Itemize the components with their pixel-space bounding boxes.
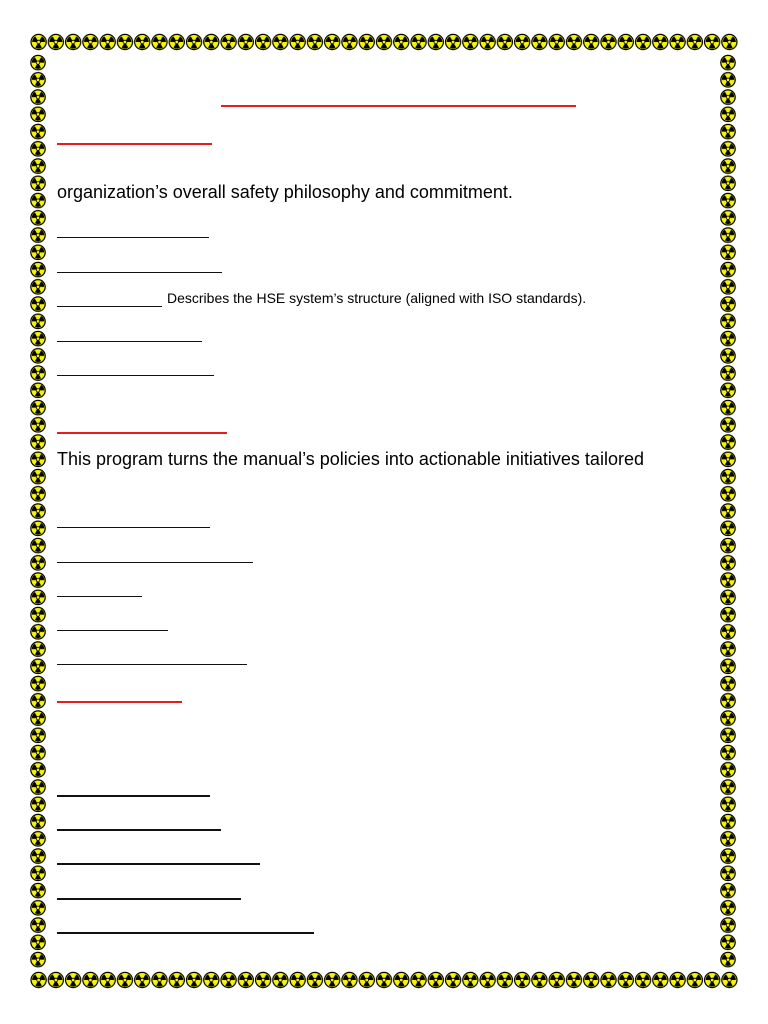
section-3-item-4-blank <box>57 898 241 900</box>
section-1-intro: organization’s overall safety philosophy and commitment. <box>57 182 513 202</box>
section-3-item-3-blank <box>57 863 260 865</box>
section-3-item-2-blank <box>57 829 221 831</box>
section-3-heading-rule <box>57 701 182 703</box>
section-2-item-3-blank <box>57 596 142 597</box>
section-2-item-1-blank <box>57 527 210 528</box>
section-1-item-5-blank <box>57 375 214 376</box>
document-title-rule <box>221 105 576 107</box>
section-2-item-5-blank <box>57 664 247 665</box>
section-2-item-2-blank <box>57 562 253 563</box>
section-1-item-3-text: Describes the HSE system’s structure (aligned with ISO standards). <box>167 290 587 306</box>
section-2-heading-rule <box>57 432 227 434</box>
section-1-item-2-blank <box>57 272 222 273</box>
section-1-item-3-blank <box>57 306 162 307</box>
section-2-item-4-blank <box>57 630 168 631</box>
section-3-item-1-blank <box>57 795 210 797</box>
section-3-item-5-blank <box>57 932 314 934</box>
section-1-item-1-blank <box>57 237 209 238</box>
section-1-item-4-blank <box>57 341 202 342</box>
section-1-heading-rule <box>57 143 212 145</box>
section-2-intro: This program turns the manual’s policies into actionable initiatives tailored <box>57 449 644 469</box>
